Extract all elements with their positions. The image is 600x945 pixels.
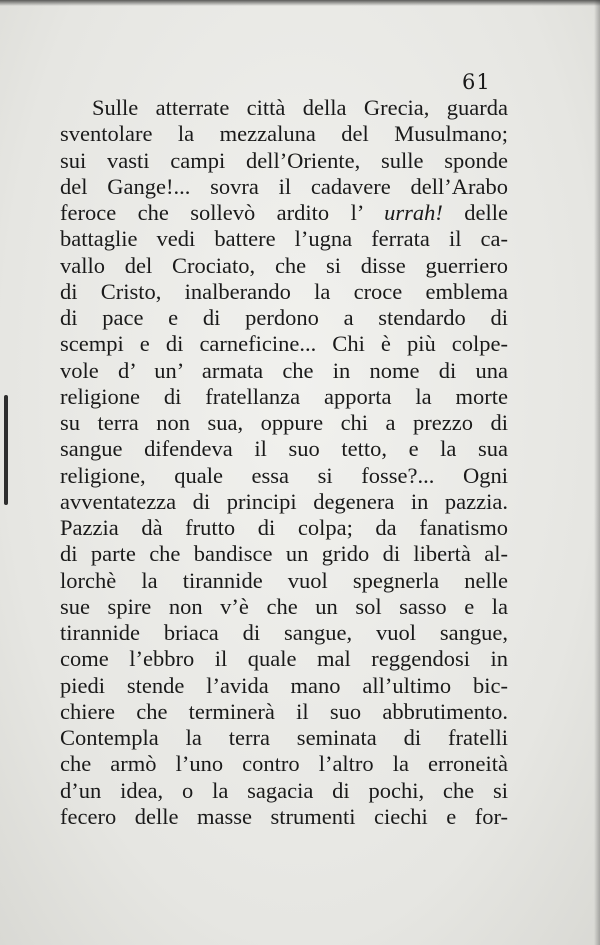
text-line: come l’ebbro il quale mal reggendosi in [60,646,508,672]
text-line: del Gange!... sovra il cadavere dell’Arabo [60,173,508,199]
text-line: sue spire non v’è che un sol sasso e la [60,593,508,619]
body-text [60,95,508,830]
text-line: Pazzia dà frutto di colpa; da fanatismo [60,515,508,540]
text-line: lorchè la tirannide vuol spegnerla nelle [60,567,508,593]
text-line: vallo del Crociato, che si disse guerriero [60,252,508,278]
text-line: di parte che bandisce un grido di libertà al- [60,541,508,567]
page-number: 61 [462,70,491,94]
page-binding-mark [4,395,8,505]
text-line: scempi e di carneficine... Chi è più colpe- [60,331,508,357]
text-line: chiere che terminerà il suo abbrutimento. [60,698,508,724]
text-line: battaglie vedi battere l’ugna ferrata il ca- [60,226,508,252]
text-line: d’un idea, o la sagacia di pochi, che si [60,777,508,803]
text-line: vole d’ un’ armata che in nome di una [60,357,508,383]
text-line: sventolare la mezzaluna del Musulmano; [60,121,508,147]
text-line: feroce che sollevò ardito l’ urrah! delle [60,200,508,225]
text-line: fecero delle masse strumenti ciechi e for- [60,803,508,829]
text-line: tirannide briaca di sangue, vuol sangue, [60,620,508,645]
text-line: sui vasti campi dell’Oriente, sulle sponde [60,147,508,173]
page-right-edge [594,0,600,945]
text-line: religione di fratellanza apporta la morte [60,383,508,409]
italic-word: urrah! [384,200,443,225]
page-top-edge [0,0,600,6]
text-line: di Cristo, inalberando la croce emblema [60,278,508,304]
text-line: di pace e di perdono a stendardo di [60,305,508,330]
text-line: Sulle atterrate città della Grecia, guarda [92,95,508,120]
text-line: che armò l’uno contro l’altro la erroneità [60,751,508,777]
text-line: su terra non sua, oppure chi a prezzo di [60,410,508,435]
text-line: piedi stende l’avida mano all’ultimo bic- [60,672,508,698]
text-line: Contempla la terra seminata di fratelli [60,725,508,750]
text-line: religione, quale essa si fosse?... Ogni [60,462,508,488]
text-line: sangue difendeva il suo tetto, e la sua [60,436,508,462]
text-line: avventatezza di principi degenera in pazzia. [60,488,508,514]
